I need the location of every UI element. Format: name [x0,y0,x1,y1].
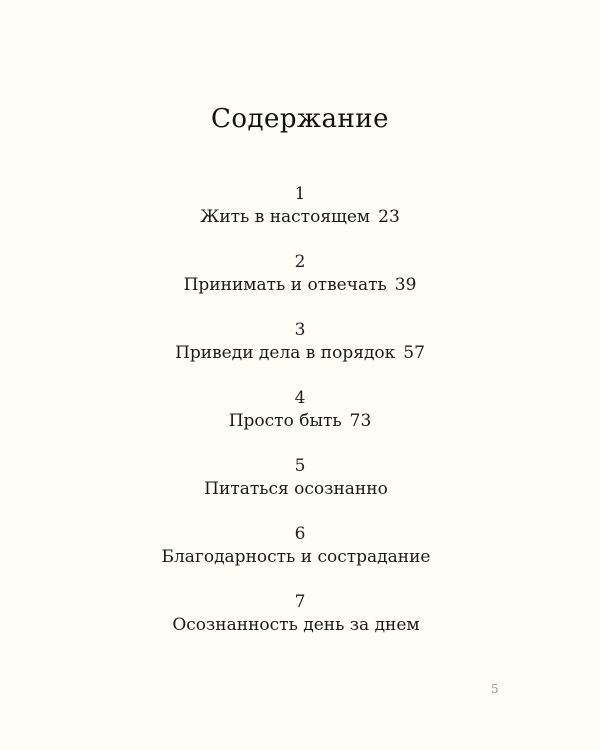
chapter-page-number: 57 [403,343,425,363]
toc-entry-7 [0,591,600,659]
toc-entry-1 [0,183,600,251]
chapter-number: 7 [294,592,306,612]
chapter-title: Просто быть [228,411,342,431]
toc-entry-3 [0,319,600,387]
chapter-title: Принимать и отвечать [183,275,387,295]
toc-entry-6 [0,523,600,591]
chapter-title: Жить в настоящем [200,207,371,227]
chapter-title: Благодарность и сострадание [161,547,431,567]
chapter-number: 2 [294,252,306,272]
chapter-number: 6 [294,524,306,544]
toc-entry-5 [0,455,600,523]
chapter-title: Питаться осознанно [204,479,388,499]
chapter-line [0,273,600,297]
chapter-number: 3 [294,320,306,340]
chapter-line [0,613,600,637]
chapter-page-number: 23 [378,207,400,227]
table-of-contents [0,183,600,659]
chapter-number: 4 [294,388,306,408]
chapter-line [0,205,600,229]
toc-entry-2 [0,251,600,319]
toc-entry-4 [0,387,600,455]
chapter-line [0,341,600,365]
chapter-line [0,545,600,569]
page-title: Содержание [210,104,390,134]
chapter-title: Приведи дела в порядок [175,343,396,363]
chapter-line [0,477,600,501]
chapter-title: Осознанность день за днем [172,615,420,635]
page-number: 5 [491,682,499,696]
chapter-number: 1 [294,184,306,204]
chapter-number: 5 [294,456,306,476]
chapter-page-number: 39 [394,275,417,295]
chapter-line [0,409,600,433]
chapter-page-number: 73 [349,411,372,431]
